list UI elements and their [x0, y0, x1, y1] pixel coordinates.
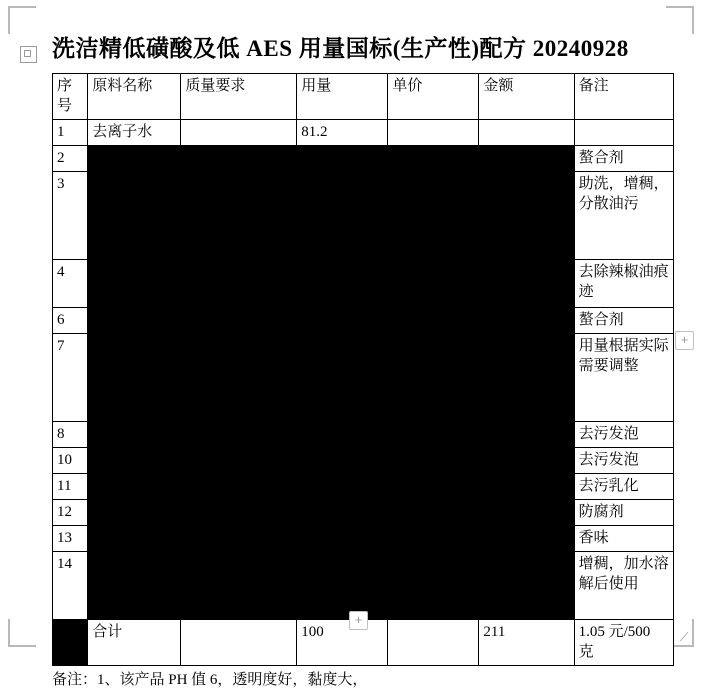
cell-note: 去除辣椒油痕迹 — [574, 260, 673, 308]
cell-seq: 14 — [53, 552, 88, 620]
cell-note — [574, 120, 673, 146]
cell-redacted-block — [88, 474, 574, 500]
cell-note: 防腐剂 — [574, 500, 673, 526]
cell-redacted-block — [88, 448, 574, 474]
table-row — [53, 120, 674, 146]
cell-redacted-block — [88, 552, 574, 620]
cell-quality — [181, 120, 297, 146]
column-header-seq: 序号 — [53, 74, 88, 120]
cell-redacted-block — [88, 500, 574, 526]
cell-note: 用量根据实际需要调整 — [574, 334, 673, 422]
table-row — [53, 422, 674, 448]
document-body — [26, 24, 676, 690]
cell-seq: 10 — [53, 448, 88, 474]
cell-total-price — [388, 620, 479, 666]
column-header-name: 原料名称 — [88, 74, 181, 120]
table-row — [53, 308, 674, 334]
column-header-price: 单价 — [388, 74, 479, 120]
add-column-button[interactable]: + — [675, 331, 694, 350]
table-row — [53, 448, 674, 474]
cell-redacted-block — [88, 422, 574, 448]
cell-seq: 3 — [53, 172, 88, 260]
cell-note: 螯合剂 — [574, 308, 673, 334]
page-title: 洗洁精低磺酸及低 AES 用量国标(生产性)配方 20240928 — [52, 36, 629, 61]
total-unit-label: 元/500 克 — [578, 624, 651, 660]
table-row — [53, 334, 674, 422]
cell-total-amount: 100 — [297, 620, 388, 666]
table-row — [53, 552, 674, 620]
cell-price — [388, 120, 479, 146]
cell-money — [479, 120, 574, 146]
table-row — [53, 172, 674, 260]
cell-redacted-block — [53, 620, 88, 666]
add-row-button[interactable]: + — [349, 611, 368, 630]
document-footnote: 备注：1、该产品 PH 值 6，透明度好，黏度大， — [52, 672, 368, 688]
formula-table — [52, 73, 674, 666]
table-row — [53, 146, 674, 172]
cell-name: 去离子水 — [88, 120, 181, 146]
cell-seq: 11 — [53, 474, 88, 500]
cell-total-money: 211 — [479, 620, 574, 666]
table-header-row — [53, 74, 674, 120]
cell-redacted-block — [88, 146, 574, 172]
cell-total-quality — [181, 620, 297, 666]
resize-corner-icon[interactable]: ⟋ — [680, 630, 689, 644]
total-unit-value: 1.05 — [578, 624, 605, 640]
cell-note: 助洗，增稠，分散油污 — [574, 172, 673, 260]
cell-note: 去污发泡 — [574, 422, 673, 448]
column-header-note: 备注 — [574, 74, 673, 120]
cell-note: 去污发泡 — [574, 448, 673, 474]
cell-seq: 6 — [53, 308, 88, 334]
table-row — [53, 526, 674, 552]
cell-redacted-block — [88, 334, 574, 422]
cell-seq: 1 — [53, 120, 88, 146]
table-row — [53, 500, 674, 526]
cell-note: 去污乳化 — [574, 474, 673, 500]
column-header-quality: 质量要求 — [181, 74, 297, 120]
cell-amount: 81.2 — [297, 120, 388, 146]
cell-seq: 8 — [53, 422, 88, 448]
cell-note: 香味 — [574, 526, 673, 552]
cell-redacted-block — [88, 308, 574, 334]
cell-seq: 12 — [53, 500, 88, 526]
cell-redacted-block — [88, 260, 574, 308]
cell-note: 螯合剂 — [574, 146, 673, 172]
cell-redacted-block — [88, 526, 574, 552]
cell-seq: 4 — [53, 260, 88, 308]
cell-total-unit-cost — [574, 620, 673, 666]
cell-seq: 13 — [53, 526, 88, 552]
cell-seq: 7 — [53, 334, 88, 422]
column-header-amount: 用量 — [297, 74, 388, 120]
cell-redacted-block — [88, 172, 574, 260]
table-row — [53, 474, 674, 500]
cell-note: 增稠，加水溶解后使用 — [574, 552, 673, 620]
cell-seq: 2 — [53, 146, 88, 172]
table-row — [53, 260, 674, 308]
cell-total-label: 合计 — [88, 620, 181, 666]
column-header-money: 金额 — [479, 74, 574, 120]
